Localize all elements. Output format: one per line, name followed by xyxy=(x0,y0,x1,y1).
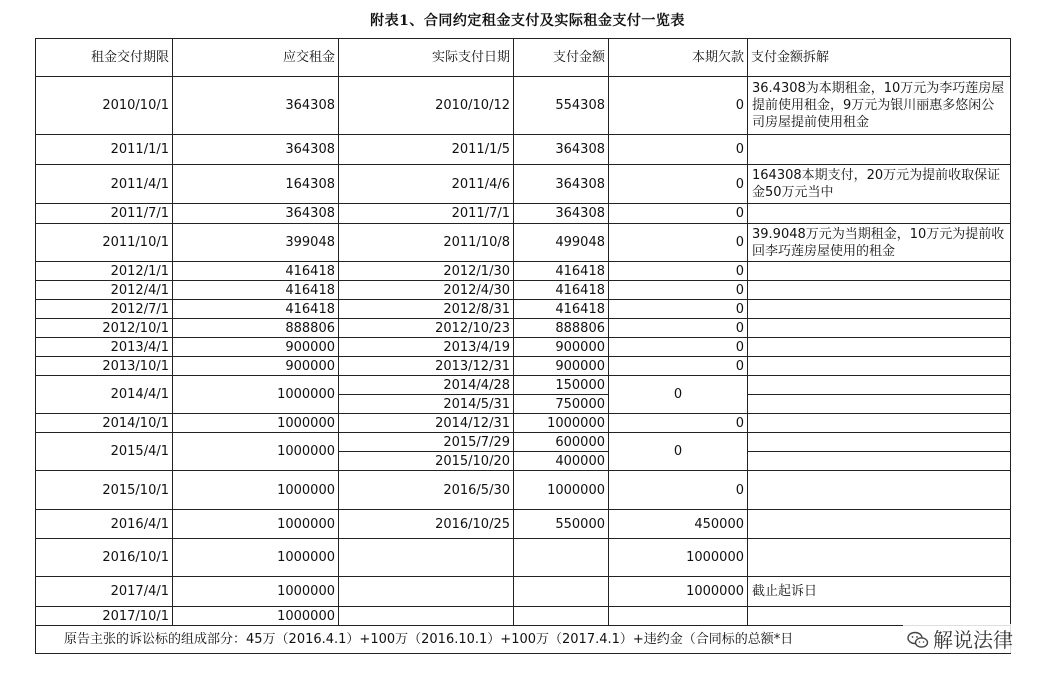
cell-term: 2013/4/1 xyxy=(36,338,173,357)
table-row xyxy=(36,262,1011,281)
cell-pay-date: 2014/5/31 xyxy=(339,395,514,414)
cell-pay-date xyxy=(339,539,514,577)
cell-amount: 750000 xyxy=(514,395,609,414)
cell-amount xyxy=(514,539,609,577)
cell-due: 900000 xyxy=(173,357,339,376)
cell-pay-date: 2014/12/31 xyxy=(339,414,514,433)
cell-pay-date xyxy=(339,607,514,626)
cell-term: 2012/7/1 xyxy=(36,300,173,319)
cell-due: 399048 xyxy=(173,224,339,262)
cell-owed: 0 xyxy=(609,319,748,338)
table-row xyxy=(36,338,1011,357)
cell-amount: 600000 xyxy=(514,433,609,452)
cell-owed: 0 xyxy=(609,281,748,300)
wechat-icon xyxy=(907,630,929,648)
cell-due: 1000000 xyxy=(173,414,339,433)
cell-owed: 0 xyxy=(609,338,748,357)
table-row xyxy=(36,607,1011,626)
cell-note xyxy=(748,452,1011,471)
cell-term: 2016/4/1 xyxy=(36,510,173,539)
table-row xyxy=(36,319,1011,338)
cell-term: 2017/4/1 xyxy=(36,577,173,607)
cell-owed: 0 xyxy=(609,204,748,224)
cell-amount: 900000 xyxy=(514,357,609,376)
table-row xyxy=(36,224,1011,262)
cell-amount: 900000 xyxy=(514,338,609,357)
header-term: 租金交付期限 xyxy=(36,39,173,77)
cell-owed: 0 xyxy=(609,165,748,204)
cell-pay-date: 2013/12/31 xyxy=(339,357,514,376)
cell-amount: 364308 xyxy=(514,204,609,224)
table-title: 附表1、合同约定租金支付及实际租金支付一览表 xyxy=(370,13,685,29)
table-row xyxy=(36,471,1011,510)
cell-due: 1000000 xyxy=(173,539,339,577)
header-note: 支付金额拆解 xyxy=(748,39,1011,77)
cell-note xyxy=(748,135,1011,165)
cell-amount: 1000000 xyxy=(514,414,609,433)
cell-due: 1000000 xyxy=(173,433,339,471)
cell-pay-date: 2011/10/8 xyxy=(339,224,514,262)
header-amount: 支付金额 xyxy=(514,39,609,77)
cell-owed: 0 xyxy=(609,224,748,262)
cell-owed: 0 xyxy=(609,376,748,414)
cell-note xyxy=(748,319,1011,338)
cell-pay-date: 2010/10/12 xyxy=(339,77,514,135)
footer-summary: 原告主张的诉讼标的组成部分：45万（2016.4.1）+100万（2016.10.1）+100万（2017.4.1）+违约金（合同标的总额*日 xyxy=(36,626,1011,654)
cell-note xyxy=(748,414,1011,433)
cell-pay-date: 2012/8/31 xyxy=(339,300,514,319)
cell-term: 2011/10/1 xyxy=(36,224,173,262)
cell-owed: 0 xyxy=(609,77,748,135)
cell-term: 2012/1/1 xyxy=(36,262,173,281)
cell-due: 888806 xyxy=(173,319,339,338)
cell-pay-date: 2011/1/5 xyxy=(339,135,514,165)
table-row xyxy=(36,357,1011,376)
cell-due: 164308 xyxy=(173,165,339,204)
cell-amount: 416418 xyxy=(514,281,609,300)
cell-pay-date: 2013/4/19 xyxy=(339,338,514,357)
cell-due: 1000000 xyxy=(173,607,339,626)
cell-note: 164308本期支付，20万元为提前收取保证金50万元当中 xyxy=(748,165,1011,204)
cell-amount: 550000 xyxy=(514,510,609,539)
cell-term: 2015/4/1 xyxy=(36,433,173,471)
cell-owed: 0 xyxy=(609,414,748,433)
cell-pay-date: 2015/10/20 xyxy=(339,452,514,471)
cell-amount: 888806 xyxy=(514,319,609,338)
cell-note: 截止起诉日 xyxy=(748,577,1011,607)
cell-term: 2017/10/1 xyxy=(36,607,173,626)
cell-term: 2012/10/1 xyxy=(36,319,173,338)
cell-owed: 1000000 xyxy=(609,577,748,607)
cell-due: 416418 xyxy=(173,281,339,300)
cell-pay-date: 2014/4/28 xyxy=(339,376,514,395)
cell-pay-date xyxy=(339,577,514,607)
cell-amount: 554308 xyxy=(514,77,609,135)
cell-owed xyxy=(609,607,748,626)
cell-owed: 0 xyxy=(609,300,748,319)
table-row xyxy=(36,376,1011,395)
cell-amount: 364308 xyxy=(514,165,609,204)
cell-term: 2011/1/1 xyxy=(36,135,173,165)
cell-pay-date: 2012/4/30 xyxy=(339,281,514,300)
cell-amount xyxy=(514,577,609,607)
cell-amount: 150000 xyxy=(514,376,609,395)
cell-owed: 0 xyxy=(609,135,748,165)
header-owed: 本期欠款 xyxy=(609,39,748,77)
cell-note xyxy=(748,510,1011,539)
cell-due: 1000000 xyxy=(173,471,339,510)
cell-owed: 0 xyxy=(609,357,748,376)
table-row xyxy=(36,204,1011,224)
table-row xyxy=(36,414,1011,433)
cell-term: 2016/10/1 xyxy=(36,539,173,577)
cell-note xyxy=(748,262,1011,281)
cell-due: 364308 xyxy=(173,204,339,224)
watermark xyxy=(903,624,1017,653)
cell-term: 2011/4/1 xyxy=(36,165,173,204)
cell-pay-date: 2016/5/30 xyxy=(339,471,514,510)
cell-amount: 364308 xyxy=(514,135,609,165)
cell-due: 1000000 xyxy=(173,510,339,539)
cell-note xyxy=(748,338,1011,357)
cell-note xyxy=(748,357,1011,376)
cell-pay-date: 2012/10/23 xyxy=(339,319,514,338)
table-row xyxy=(36,165,1011,204)
table-row xyxy=(36,77,1011,135)
cell-pay-date: 2016/10/25 xyxy=(339,510,514,539)
cell-due: 416418 xyxy=(173,300,339,319)
cell-due: 900000 xyxy=(173,338,339,357)
cell-amount: 416418 xyxy=(514,262,609,281)
table-row xyxy=(36,135,1011,165)
cell-note xyxy=(748,607,1011,626)
cell-due: 1000000 xyxy=(173,577,339,607)
cell-due: 416418 xyxy=(173,262,339,281)
cell-note xyxy=(748,395,1011,414)
cell-owed: 1000000 xyxy=(609,539,748,577)
cell-pay-date: 2012/1/30 xyxy=(339,262,514,281)
cell-note: 36.4308为本期租金，10万元为李巧莲房屋提前使用租金，9万元为银川丽惠多悠闲公司房屋提前使用租金 xyxy=(748,77,1011,135)
table-row xyxy=(36,300,1011,319)
cell-term: 2012/4/1 xyxy=(36,281,173,300)
cell-note xyxy=(748,433,1011,452)
cell-note xyxy=(748,300,1011,319)
cell-pay-date: 2011/4/6 xyxy=(339,165,514,204)
table-footer-row xyxy=(36,626,1011,654)
cell-term: 2014/10/1 xyxy=(36,414,173,433)
cell-note: 39.9048万元为当期租金，10万元为提前收回李巧莲房屋使用的租金 xyxy=(748,224,1011,262)
rent-table xyxy=(35,38,1011,654)
cell-due: 364308 xyxy=(173,135,339,165)
table-row xyxy=(36,577,1011,607)
cell-amount: 499048 xyxy=(514,224,609,262)
cell-note xyxy=(748,204,1011,224)
cell-owed: 450000 xyxy=(609,510,748,539)
cell-amount: 416418 xyxy=(514,300,609,319)
cell-note xyxy=(748,376,1011,395)
header-pay-date: 实际支付日期 xyxy=(339,39,514,77)
cell-due: 364308 xyxy=(173,77,339,135)
cell-term: 2010/10/1 xyxy=(36,77,173,135)
cell-note xyxy=(748,471,1011,510)
cell-pay-date: 2011/7/1 xyxy=(339,204,514,224)
table-row xyxy=(36,539,1011,577)
cell-note xyxy=(748,281,1011,300)
cell-amount xyxy=(514,607,609,626)
cell-owed: 0 xyxy=(609,433,748,471)
cell-term: 2011/7/1 xyxy=(36,204,173,224)
cell-amount: 1000000 xyxy=(514,471,609,510)
table-row xyxy=(36,281,1011,300)
watermark-text: 解说法律 xyxy=(933,628,1013,652)
cell-pay-date: 2015/7/29 xyxy=(339,433,514,452)
cell-owed: 0 xyxy=(609,262,748,281)
cell-note xyxy=(748,539,1011,577)
cell-term: 2015/10/1 xyxy=(36,471,173,510)
cell-term: 2013/10/1 xyxy=(36,357,173,376)
cell-owed: 0 xyxy=(609,471,748,510)
header-due: 应交租金 xyxy=(173,39,339,77)
cell-due: 1000000 xyxy=(173,376,339,414)
cell-term: 2014/4/1 xyxy=(36,376,173,414)
table-row xyxy=(36,433,1011,452)
table-row xyxy=(36,510,1011,539)
cell-amount: 400000 xyxy=(514,452,609,471)
